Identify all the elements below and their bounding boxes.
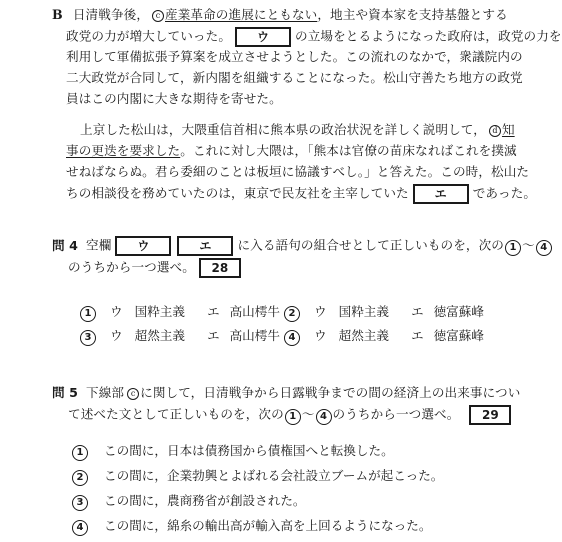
- passage-line-8: せねばならぬ。君ら委細のことは板垣に協議すべし。」と答えた。この時，松山た: [66, 164, 530, 179]
- passage-text: 。これに対し大隈は，「熊本は官僚の苗床なればこれを撲滅: [180, 143, 517, 158]
- passage-line-3: 利用して軍備拡張予算案を成立させようとした。この流れのなかで，衆議院内の: [66, 49, 523, 64]
- passage-text: であった。: [472, 185, 537, 201]
- q4-line-1: [52, 236, 553, 256]
- q4-option-2[interactable]: [284, 303, 484, 322]
- q4-text: 空欄: [86, 237, 112, 253]
- passage-line-5: 員はこの内閣に大きな期待を寄せた。: [66, 91, 282, 106]
- option-number-circle: 1: [80, 306, 96, 322]
- option-value: 高山樗牛: [229, 304, 280, 319]
- passage-line-1: [52, 6, 508, 24]
- blank-box-u: ウ: [235, 27, 291, 47]
- option-number-circle: 2: [284, 306, 300, 322]
- passage-text: 上京した松山は，大隈重信首相に熊本県の政治状況を詳しく説明して，: [80, 122, 486, 137]
- q5-text: て述べた文として正しいものを，次の: [68, 406, 284, 422]
- statement-text: この間に，農商務省が創設された。: [104, 493, 306, 508]
- option-key: ウ: [110, 304, 123, 319]
- q4-blank-e: エ: [177, 236, 233, 256]
- range-end-circle: 4: [316, 409, 332, 425]
- q5-label: 問 5: [52, 385, 79, 400]
- passage-line-9: [66, 184, 536, 204]
- option-key: エ: [410, 328, 424, 343]
- range-separator: 〜: [301, 406, 315, 422]
- option-value: 超然主義: [134, 328, 185, 343]
- passage-line-2: [66, 27, 562, 47]
- q4-text: のうちから一つ選べ。: [68, 259, 195, 275]
- option-number-circle: 4: [284, 330, 300, 346]
- q5-statement-3[interactable]: [72, 492, 306, 511]
- underline-ref-c: c: [127, 388, 139, 400]
- statement-number-circle: 4: [72, 520, 88, 536]
- statement-number-circle: 1: [72, 445, 88, 461]
- underline-marker-c: c: [152, 10, 164, 22]
- q5-line-1: [52, 384, 520, 402]
- underlined-text-c: 産業革命の進展にともない: [165, 7, 318, 22]
- statement-text: この間に，綿糸の輸出高が輸入高を上回るようになった。: [104, 518, 432, 533]
- q5-text: のうちから一つ選べ。: [332, 406, 460, 422]
- range-start-circle: 1: [505, 240, 521, 256]
- option-value: 徳富蘇峰: [433, 304, 484, 319]
- option-key: ウ: [314, 304, 327, 319]
- option-key: ウ: [314, 328, 327, 343]
- passage-text: の立場をとるようになった政府は，政党の力を: [295, 28, 562, 44]
- option-key: エ: [206, 328, 220, 343]
- q5-line-2: [68, 405, 515, 425]
- answer-box-28: 28: [199, 258, 241, 278]
- statement-text: この間に，企業勃興とよばれる会社設立ブームが起こった。: [104, 468, 444, 483]
- option-value: 徳富蘇峰: [433, 328, 484, 343]
- passage-line-6: [80, 121, 515, 139]
- q4-text: に入る語句の組合せとして正しいものを，次の: [237, 237, 505, 253]
- statement-number-circle: 3: [72, 495, 88, 511]
- q5-statement-2[interactable]: [72, 467, 443, 486]
- underline-marker-d: d: [489, 125, 501, 137]
- passage-text: ，地主や資本家を支持基盤とする: [317, 7, 508, 22]
- underlined-text-d-cont: 事の更迭を要求した: [66, 143, 181, 158]
- passage-text: 政党の力が増大していった。: [66, 28, 232, 44]
- underlined-text-d: 知: [501, 122, 515, 137]
- option-value: 超然主義: [338, 328, 389, 343]
- option-key: エ: [410, 304, 424, 319]
- passage-text: 日清戦争後，: [72, 7, 150, 22]
- range-separator: 〜: [522, 237, 535, 253]
- range-start-circle: 1: [285, 409, 301, 425]
- section-label: B: [52, 7, 63, 22]
- q4-option-3[interactable]: [80, 327, 280, 346]
- q5-text: 下線部: [86, 385, 125, 400]
- range-end-circle: 4: [536, 240, 552, 256]
- answer-box-29: 29: [469, 405, 511, 425]
- option-value: 国粋主義: [134, 304, 185, 319]
- statement-text: この間に，日本は債務国から債権国へと転換した。: [104, 443, 394, 458]
- passage-line-4: 二大政党が合同して，新内閣を組織することになった。松山守善たち地方の政党: [66, 70, 523, 85]
- option-key: エ: [206, 304, 220, 319]
- passage-line-7: [66, 142, 517, 160]
- option-value: 国粋主義: [338, 304, 389, 319]
- passage-text: ちの相談役を務めていたのは，東京で民友社を主宰していた: [66, 185, 409, 201]
- option-number-circle: 3: [80, 330, 96, 346]
- q4-label: 問 4: [52, 237, 79, 253]
- q4-blank-u: ウ: [115, 236, 171, 256]
- q5-text: に関して，日清戦争から日露戦争までの間の経済上の出来事につい: [140, 385, 521, 400]
- q4-option-4[interactable]: [284, 327, 484, 346]
- q4-option-1[interactable]: [80, 303, 280, 322]
- option-key: ウ: [110, 328, 123, 343]
- q5-statement-4[interactable]: [72, 517, 431, 536]
- blank-box-e: エ: [413, 184, 469, 204]
- q4-line-2: [68, 258, 245, 278]
- option-value: 高山樗牛: [229, 328, 280, 343]
- q5-statement-1[interactable]: [72, 442, 394, 461]
- statement-number-circle: 2: [72, 470, 88, 486]
